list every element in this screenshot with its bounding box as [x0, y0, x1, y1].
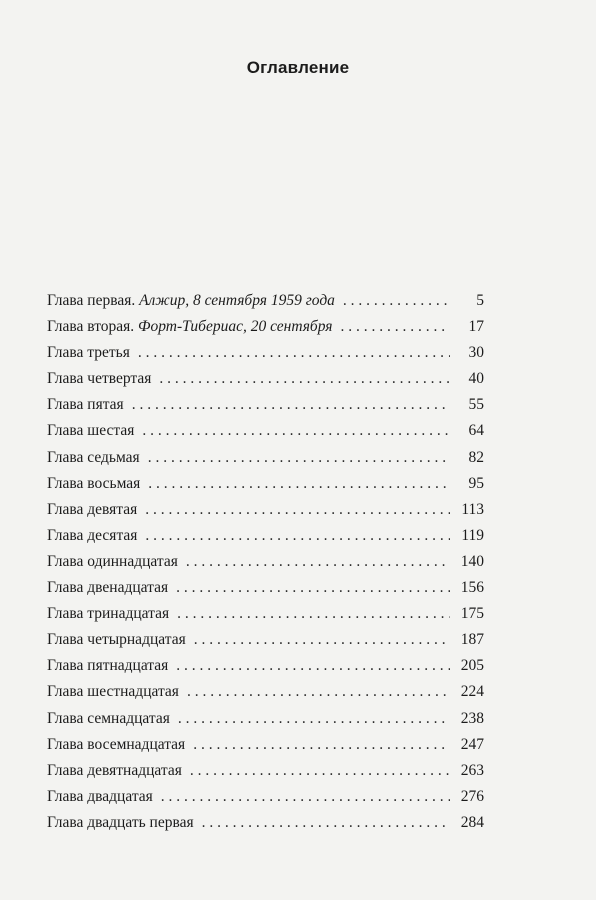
toc-page-number: 224 [460, 683, 484, 701]
toc-chapter-name: Глава одиннадцатая [47, 552, 178, 570]
toc-chapter-name: Глава вторая. [47, 318, 135, 336]
toc-chapter-name: Глава четвертая [47, 370, 152, 388]
toc-entry [47, 449, 484, 475]
toc-dot-leader [178, 710, 450, 728]
toc-dot-leader [343, 292, 450, 310]
toc-entry [47, 814, 484, 840]
toc-chapter-name: Глава восьмая [47, 474, 141, 492]
toc-page-number: 263 [460, 761, 484, 779]
toc-entry [47, 475, 484, 501]
toc-entry [47, 683, 484, 709]
toc-chapter-name: Глава пятнадцатая [47, 657, 169, 675]
toc-page-number: 82 [468, 448, 484, 466]
toc-entry-label [47, 475, 140, 493]
toc-entry [47, 736, 484, 762]
toc-entry [47, 553, 484, 579]
toc-page-number: 17 [468, 318, 484, 336]
toc-entry-label [47, 736, 185, 754]
toc-chapter-name: Глава девятнадцатая [47, 761, 182, 779]
toc-page-number: 156 [460, 579, 484, 597]
toc-entry-label [47, 762, 182, 780]
toc-chapter-name: Глава первая. [47, 292, 136, 309]
toc-dot-leader [138, 344, 450, 362]
toc-dot-leader [176, 579, 450, 597]
toc-dot-leader [142, 422, 450, 440]
toc-chapter-subtitle: Форт-Тибериас, 20 сентября [138, 318, 333, 336]
toc-chapter-name: Глава четырнадцатая [47, 631, 186, 649]
toc-dot-leader [176, 657, 450, 675]
toc-entry [47, 396, 484, 422]
toc-dot-leader [148, 449, 450, 467]
toc-page-number: 95 [468, 474, 484, 492]
toc-dot-leader [190, 762, 450, 780]
toc-entry [47, 344, 484, 370]
toc-page-number: 175 [460, 605, 484, 623]
toc-entry-label [47, 579, 168, 597]
toc-page-number: 284 [460, 813, 484, 831]
toc-entry [47, 605, 484, 631]
toc-entry [47, 631, 484, 657]
toc-chapter-name: Глава шестнадцатая [47, 683, 179, 701]
toc-entry-label [47, 344, 130, 362]
toc-dot-leader [202, 814, 450, 832]
toc-entry [47, 501, 484, 527]
toc-chapter-name: Глава десятая [47, 526, 138, 544]
toc-entry-label [47, 292, 335, 310]
toc-page-number: 140 [460, 552, 484, 570]
toc-entry [47, 422, 484, 448]
toc-dot-leader [186, 553, 450, 571]
toc-chapter-name: Глава двадцатая [47, 787, 153, 805]
toc-dot-leader [145, 501, 450, 519]
toc-dot-leader [132, 396, 450, 414]
table-of-contents [47, 292, 484, 840]
toc-entry [47, 579, 484, 605]
toc-page-number: 276 [460, 787, 484, 805]
toc-page-number: 113 [461, 500, 484, 518]
toc-entry-label [47, 370, 151, 388]
toc-entry-label [47, 605, 169, 623]
toc-page-number: 5 [476, 292, 484, 309]
toc-dot-leader [187, 683, 450, 701]
toc-entry [47, 292, 484, 318]
toc-page-number: 187 [460, 631, 484, 649]
toc-dot-leader [145, 527, 450, 545]
toc-entry-label [47, 683, 179, 701]
toc-chapter-subtitle: Алжир, 8 сентября 1959 года [139, 292, 335, 309]
toc-entry-label [47, 657, 168, 675]
toc-entry-label [47, 788, 153, 806]
toc-page-number: 55 [468, 396, 484, 414]
toc-page-number: 119 [461, 526, 484, 544]
toc-entry [47, 527, 484, 553]
toc-entry [47, 318, 484, 344]
toc-chapter-name: Глава седьмая [47, 448, 140, 466]
toc-entry [47, 370, 484, 396]
toc-entry-label [47, 631, 186, 649]
toc-chapter-name: Глава пятая [47, 396, 124, 414]
toc-entry-label [47, 422, 134, 440]
toc-dot-leader [194, 631, 450, 649]
toc-chapter-name: Глава двенадцатая [47, 579, 169, 597]
toc-chapter-name: Глава третья [47, 344, 130, 362]
toc-entry-label [47, 814, 194, 832]
toc-dot-leader [148, 475, 450, 493]
toc-chapter-name: Глава двадцать первая [47, 813, 194, 831]
toc-entry-label [47, 710, 170, 728]
toc-dot-leader [159, 370, 450, 388]
toc-page-number: 64 [468, 422, 484, 440]
toc-dot-leader [340, 318, 450, 336]
toc-chapter-name: Глава шестая [47, 422, 135, 440]
toc-page-number: 40 [468, 370, 484, 388]
toc-page-number: 30 [468, 344, 484, 362]
toc-entry-label [47, 396, 124, 414]
toc-page-number: 205 [460, 657, 484, 675]
toc-entry [47, 657, 484, 683]
toc-page-number: 247 [460, 735, 484, 753]
toc-entry-label [47, 553, 178, 571]
toc-chapter-name: Глава девятая [47, 500, 138, 518]
toc-dot-leader [193, 736, 450, 754]
toc-dot-leader [161, 788, 450, 806]
toc-dot-leader [177, 605, 450, 623]
toc-page-number: 238 [460, 709, 484, 727]
toc-chapter-name: Глава тринадцатая [47, 605, 170, 623]
toc-entry-label [47, 318, 332, 336]
toc-entry-label [47, 501, 137, 519]
toc-chapter-name: Глава восемнадцатая [47, 735, 186, 753]
toc-entry [47, 762, 484, 788]
toc-entry [47, 710, 484, 736]
toc-entry [47, 788, 484, 814]
page-title: Оглавление [246, 58, 350, 77]
toc-entry-label [47, 449, 140, 467]
toc-chapter-name: Глава семнадцатая [47, 709, 170, 727]
toc-entry-label [47, 527, 137, 545]
